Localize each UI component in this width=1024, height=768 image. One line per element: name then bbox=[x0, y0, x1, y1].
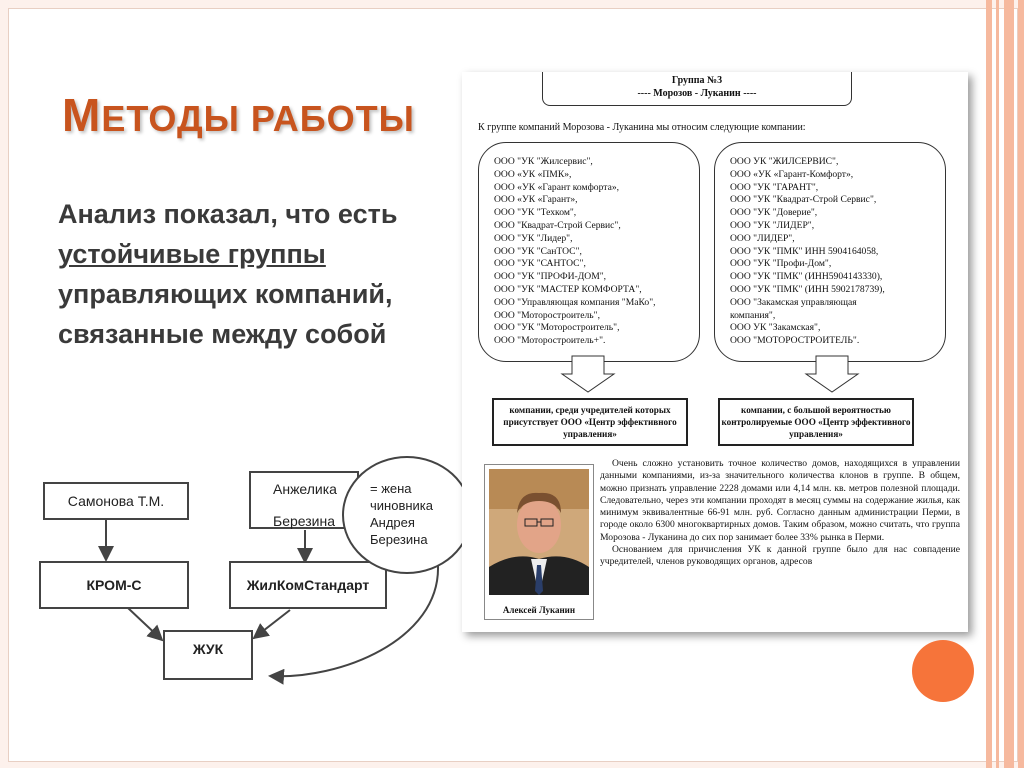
result-box-left: компании, среди учредителей которых присутствует ООО «Центр эффективного управления» bbox=[492, 398, 688, 446]
document-scan bbox=[462, 72, 968, 632]
portrait-photo: Алексей Луканин bbox=[484, 464, 594, 620]
right-company-list bbox=[714, 142, 946, 362]
company-list-item: ООО "УК "ГАРАНТ", bbox=[730, 181, 819, 193]
company-list-item: ООО "УК "Доверие", bbox=[730, 207, 818, 219]
samonova-box: Самонова Т.М. bbox=[43, 482, 189, 520]
company-list-item: ООО "УК "ПРОФИ-ДОМ", bbox=[494, 271, 607, 283]
company-list-item: ООО "УК "САНТОС", bbox=[494, 258, 586, 270]
company-list-item: ООО "УК "ПМК" (ИНН 5902178739), bbox=[730, 283, 885, 295]
company-list-item: ООО "Квадрат-Строй Сервис", bbox=[494, 219, 621, 231]
doc-paragraph: Очень сложно установить точное количество домов, находящихся в управлении данными компаниями, из-за значительного количества клонов в группе. В общем, можно признать управление 2228 домами или 4,14 млн. кв. метров полезной площади. Следовательно, через эти компании проходят в месяц суммы на содержание жилья, как минимум эквивалентные 66-91 млн. руб. Согласно данным администрации Перми, в городе около 6300 многоквартирных домов. Таким образом, можно считать, что группа Морозова - Луканина до сих пор занимает более 33% рынка в Перми. Основанием для причисления УК к данной группе было для нас совпадение учредителей, членов руководящих органов, адресов bbox=[600, 458, 960, 568]
company-list-item: ООО "Закамская управляющая bbox=[730, 296, 857, 308]
portrait-image bbox=[485, 469, 593, 599]
company-list-item: компания", bbox=[730, 309, 776, 321]
left-company-list bbox=[478, 142, 700, 362]
company-list-item: ООО "Моторостроитель", bbox=[494, 309, 600, 321]
company-list-item: ООО "Моторостроитель+". bbox=[494, 335, 606, 347]
company-list-item: ООО "УК "Квадрат-Строй Сервис", bbox=[730, 194, 877, 206]
doc-header: Группа №3 ---- Морозов - Луканин ---- bbox=[542, 72, 852, 106]
down-arrow-icon bbox=[802, 354, 862, 394]
company-list-item: ООО "УК "ПМК" ИНН 5904164058, bbox=[730, 245, 879, 257]
company-list-item: ООО «УК «ПМК», bbox=[494, 168, 572, 180]
company-list-item: ООО "УК "Жилсервис", bbox=[494, 156, 593, 167]
company-list-item: ООО "МОТОРОСТРОИТЕЛЬ". bbox=[730, 335, 860, 347]
company-list-item: ООО "УК "ЛИДЕР", bbox=[730, 219, 815, 231]
company-list-item: ООО "УК "ПМК" (ИНН5904143330), bbox=[730, 271, 883, 283]
company-list-item: ООО "УК "Профи-Дом", bbox=[730, 258, 832, 270]
berezina-box: Анжелика Березина bbox=[249, 471, 359, 529]
result-box-right: компании, с большой вероятностью контролируемые ООО «Центр эффективного управления» bbox=[718, 398, 914, 446]
note-bubble: = жена чиновника Андрея Березина bbox=[342, 456, 472, 574]
company-list-item: ООО «УК «Гарант-Комфорт», bbox=[730, 168, 854, 180]
zhuk-box: ЖУК bbox=[163, 630, 253, 680]
zhilkom-box: ЖилКомСтандарт bbox=[229, 561, 387, 609]
doc-intro: К группе компаний Морозова - Луканина мы относим следующие компании: bbox=[478, 122, 806, 133]
company-list-item: ООО УК "Закамская", bbox=[730, 322, 821, 334]
company-list-item: ООО «УК «Гарант комфорта», bbox=[494, 181, 620, 193]
company-list-item: ООО "УК "МАСТЕР КОМФОРТА", bbox=[494, 283, 642, 295]
company-list-item: ООО "УК "Техком", bbox=[494, 207, 577, 219]
company-list-item: ООО УК "ЖИЛСЕРВИС", bbox=[730, 156, 839, 167]
company-list-item: ООО "УК "Лидер", bbox=[494, 232, 573, 244]
company-list-item: ООО «УК «Гарант», bbox=[494, 194, 578, 206]
company-list-item: ООО "УК "Моторостроитель", bbox=[494, 322, 620, 334]
krom-box: КРОМ-С bbox=[39, 561, 189, 609]
slide-title: МЕТОДЫ РАБОТЫ bbox=[62, 89, 415, 141]
down-arrow-icon bbox=[558, 354, 618, 394]
company-list-item: ООО "УК "СанТОС", bbox=[494, 245, 582, 257]
lead-text: Анализ показал, что есть устойчивые группы управляющих компаний, связанные между собой bbox=[58, 199, 398, 349]
decorative-circle bbox=[912, 640, 974, 702]
company-list-item: ООО "Управляющая компания "МаКо", bbox=[494, 296, 656, 308]
company-list-item: ООО "ЛИДЕР", bbox=[730, 232, 795, 244]
